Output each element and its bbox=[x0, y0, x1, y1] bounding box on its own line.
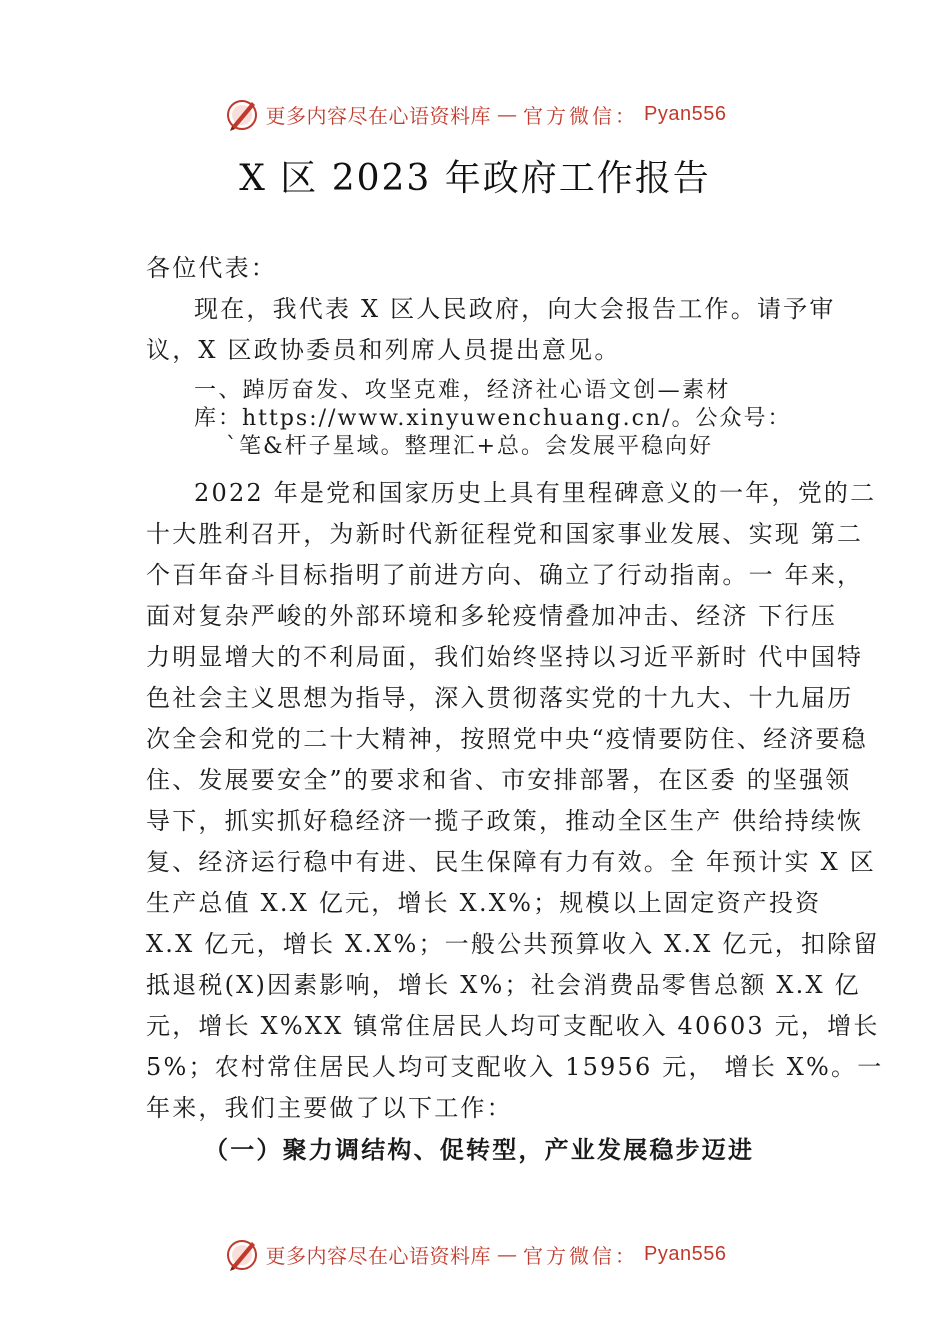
watermark-separator: — bbox=[497, 102, 518, 126]
paragraph-line: 元，增长 X%XX 镇常住居民人均可支配收入 40603 元，增长 bbox=[146, 1012, 880, 1040]
greeting: 各位代表： bbox=[146, 254, 277, 282]
watermark-separator: — bbox=[497, 1242, 518, 1266]
document-body bbox=[146, 248, 884, 1170]
document-title: X 区 2023 年政府工作报告 bbox=[239, 158, 711, 199]
paragraph-line: 十大胜利召开，为新时代新征程党和国家事业发展、实现 第二 bbox=[146, 520, 864, 548]
section-heading-line: 库：https://www.xinyuwenchuang.cn/。公众号： bbox=[194, 406, 792, 431]
paragraph-line: 色社会主义思想为指导，深入贯彻落实党的十九大、十九届历 bbox=[146, 684, 854, 712]
pen-logo-icon bbox=[224, 96, 260, 132]
intro-line: 现在，我代表 X 区人民政府，向大会报告工作。请予审 bbox=[194, 295, 836, 323]
paragraph-line: 复、经济运行稳中有进、民生保障有力有效。全 年预计实 X 区 bbox=[146, 848, 876, 876]
paragraph-line: 次全会和党的二十大精神，按照党中央“疫情要防住、经济要稳 bbox=[146, 725, 868, 753]
paragraph-line: 个百年奋斗目标指明了前进方向、确立了行动指南。一 年来， bbox=[146, 561, 864, 589]
intro-line: 议，X 区政协委员和列席人员提出意见。 bbox=[146, 336, 621, 364]
watermark-wechat-label: 官方微信： bbox=[523, 1243, 639, 1268]
paragraph-line: 生产总值 X.X 亿元，增长 X.X%；规模以上固定资产投资 bbox=[146, 889, 822, 917]
paragraph-line: 5%；农村常住居民人均可支配收入 15956 元， 增长 X%。一 bbox=[146, 1053, 884, 1081]
watermark-wechat-label: 官方微信： bbox=[523, 103, 639, 128]
section-heading-line: 一、踔厉奋发、攻坚克难，经济社心语文创—素材 bbox=[194, 378, 731, 403]
watermark-wechat-id: Pyan556 bbox=[644, 1242, 727, 1265]
watermark-banner-top bbox=[0, 96, 950, 132]
subsection-heading: （一）聚力调结构、促转型，产业发展稳步迈进 bbox=[204, 1135, 755, 1164]
paragraph-line: 抵退税(X)因素影响，增长 X%；社会消费品零售总额 X.X 亿 bbox=[146, 971, 861, 999]
pen-logo-icon bbox=[224, 1236, 260, 1272]
paragraph-line: 面对复杂严峻的外部环境和多轮疫情叠加冲击、经济 下行压 bbox=[146, 602, 838, 630]
paragraph-line: 年来，我们主要做了以下工作： bbox=[146, 1094, 513, 1122]
watermark-text: 更多内容尽在心语资料库 bbox=[265, 1243, 492, 1268]
watermark-banner-bottom bbox=[0, 1236, 950, 1272]
watermark-text: 更多内容尽在心语资料库 bbox=[265, 103, 492, 128]
paragraph-line: 力明显增大的不利局面，我们始终坚持以习近平新时 代中国特 bbox=[146, 643, 864, 671]
paragraph-line: 2022 年是党和国家历史上具有里程碑意义的一年，党的二 bbox=[194, 479, 877, 507]
paragraph-line: 住、发展要安全”的要求和省、市安排部署，在区委 的坚强领 bbox=[146, 766, 852, 794]
watermark-wechat-id: Pyan556 bbox=[644, 102, 727, 125]
paragraph-line: X.X 亿元，增长 X.X%；一般公共预算收入 X.X 亿元，扣除留 bbox=[146, 930, 880, 958]
paragraph-line: 导下，抓实抓好稳经济一揽子政策，推动全区生产 供给持续恢 bbox=[146, 807, 864, 835]
section-heading-line: `笔&杆子星域。整理汇+总。会发展平稳向好 bbox=[226, 434, 714, 459]
